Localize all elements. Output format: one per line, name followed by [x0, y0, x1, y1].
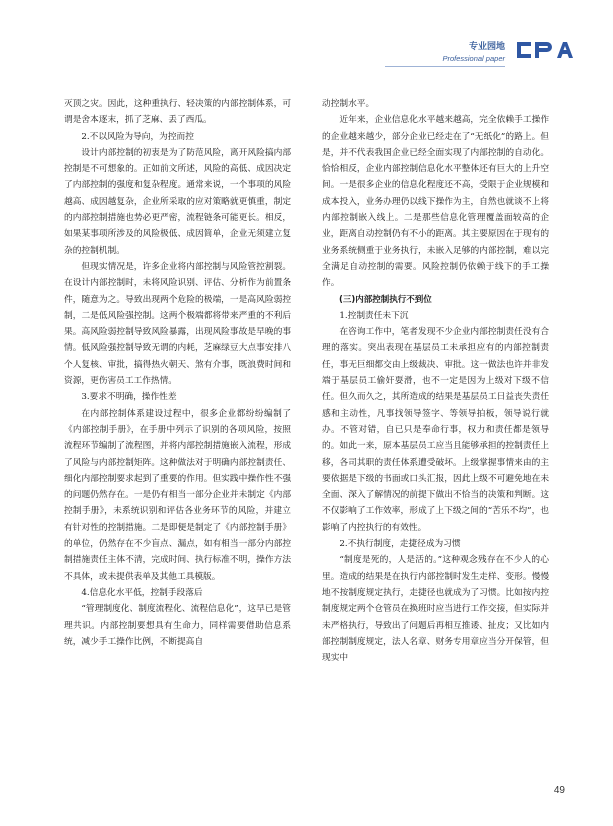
cpa-logo-icon: [513, 36, 575, 64]
section-title-en: Professional paper: [442, 54, 505, 63]
left-column: [64, 96, 291, 650]
right-column: [322, 96, 549, 666]
page-number: 49: [553, 785, 565, 796]
paragraph: 在咨询工作中，笔者发现不少企业内部控制责任没有合理的落实。突出表现在基层员工未承担应有的内部控制责任，事无巨细都交由上级裁决、审批。这一做法也许并非发端于基层员工偷奸耍滑，也不一定是因为上级对下级不信任。但久而久之，其所造成的结果是基层员工日益丧失责任感和主动性，凡事找领导签字、等领导拍板，领导说行就办。不管对错，自已只是奉命行事，权力和责任都是领导的。如此一来，原本基层员工应当且能够承担的控制责任上移，各司其职的责任体系遭受破坏。上级掌握事情来由的主要依据是下级的书面或口头汇报，因此上级不可避免地在未全面、深入了解情况的前提下做出不恰当的决策和判断。这不仅影响了工作效率，形成了上下级之间的“苦乐不均”，也影响了内控执行的有效性。: [322, 327, 549, 533]
header-divider: [385, 66, 505, 67]
section-heading: (三)内部控制执行不到位: [339, 294, 432, 305]
paragraph: 设计内部控制的初衷是为了防范风险，离开风险搞内部控制是不可想象的。正如前文所述，风险的高低、成因决定了内部控制的强度和复杂程度。通常来说，一个事项的风险越高、成因越复杂，企业所采取的应对策略就更慎重，制定的内部控制措施也势必更严密，流程链条可能更长。相反，如果某事项所涉及的风险极低、成因简单，企业无须建立复杂的控制机制。: [64, 147, 291, 256]
section-title-cn: 专业园地: [468, 42, 505, 52]
section-heading: 4.信息化水平低，控制手段落后: [81, 587, 203, 598]
paragraph: 在内部控制体系建设过程中，很多企业都纷纷编制了《内部控制手册》，在手册中列示了识别的各项风险，按照流程环节编制了流程图，并将内部控制措施嵌入流程，形成了风险与内部控制矩阵。这种做法对于明确内部控制责任、细化内部控制要求起到了重要的作用。但实践中操作性不强的问题仍然存在。一是仍有相当一部分企业并未制定《内部控制手册》，未系统识别和评估各业务环节的风险，并建立有针对性的控制措施。二是即便是制定了《内部控制手册》的单位，仍然存在不少盲点、漏点，如有相当一部分内部控制措施责任主体不清，完成时间、执行标准不明，操作方法不具体，或未提供表单及其他工具模版。: [64, 408, 291, 582]
section-heading: 1.控制责任未下沉: [339, 310, 409, 321]
section-heading: 3.要求不明确，操作性差: [81, 392, 177, 403]
paragraph: 动控制水平。: [322, 99, 375, 109]
section-heading: 2.不以风险为导向，为控而控: [81, 131, 194, 142]
paragraph: “制度是死的，人是活的。”这种观念残存在不少人的心里。造成的结果是在执行内部控制时发生走样、变形。慢慢地不按制度规定执行，走捷径也就成为了习惯。比如按内控制度规定两个仓管员在换班时应当进行工作交接，但实际并未严格执行，导致出了问题后再相互推诿、扯皮；又比如内部控制制度规定，法人名章、财务专用章应当分开保管，但现实中: [322, 555, 549, 664]
paragraph: “管理制度化、制度流程化、流程信息化”，这早已是管理共识。内部控制要想具有生命力，同样需要借助信息系统，减少手工操作比例，不断提高自: [64, 604, 291, 647]
section-heading: 2.不执行制度，走捷径成为习惯: [339, 539, 461, 550]
page-header: [355, 30, 575, 70]
paragraph: 近年来，企业信息化水平越来越高，完全依赖手工操作的企业越来越少，部分企业已经走在了“无纸化”的路上。但是，并不代表我国企业已经全面实现了内部控制的自动化。恰恰相反，企业内部控制信息化水平整体还有巨大的上升空间。一是很多企业的信息化程度还不高，受限于企业规模和成本投入，业务办理仍以线下操作为主，自然也就谈不上将内部控制嵌入线上。二是那些信息化管理覆盖面较高的企业，距离自动控制仍有不小的距离。其主要原因在于现有的业务系统侧重于业务执行，未嵌入足够的内部控制，难以完全满足自动控制的需要。风险控制仍依赖于线下的手工操作。: [322, 115, 549, 289]
paragraph: 但现实情况是，许多企业将内部控制与风险管控割裂。在设计内部控制时，未将风险识别、评估、分析作为前置条件，随意为之。导致出现两个危险的极端，一是高风险弱控制，二是低风险强控制。这两个极端都将带来严重的不利后果。高风险弱控制导致风险暴露，出现风险事故是早晚的事情。低风险强控制导致无谓的内耗，芝麻绿豆大点事安排八个人复核、审批，搞得热火朝天、煞有介事，既浪费时间和资源，更伤害员工工作热情。: [64, 261, 291, 387]
paragraph: 灭顶之灾。因此，这种重执行、轻决策的内部控制体系，可谓是舍本逐末，抓了芝麻、丢了西瓜。: [64, 99, 291, 126]
section-title: [442, 42, 505, 64]
